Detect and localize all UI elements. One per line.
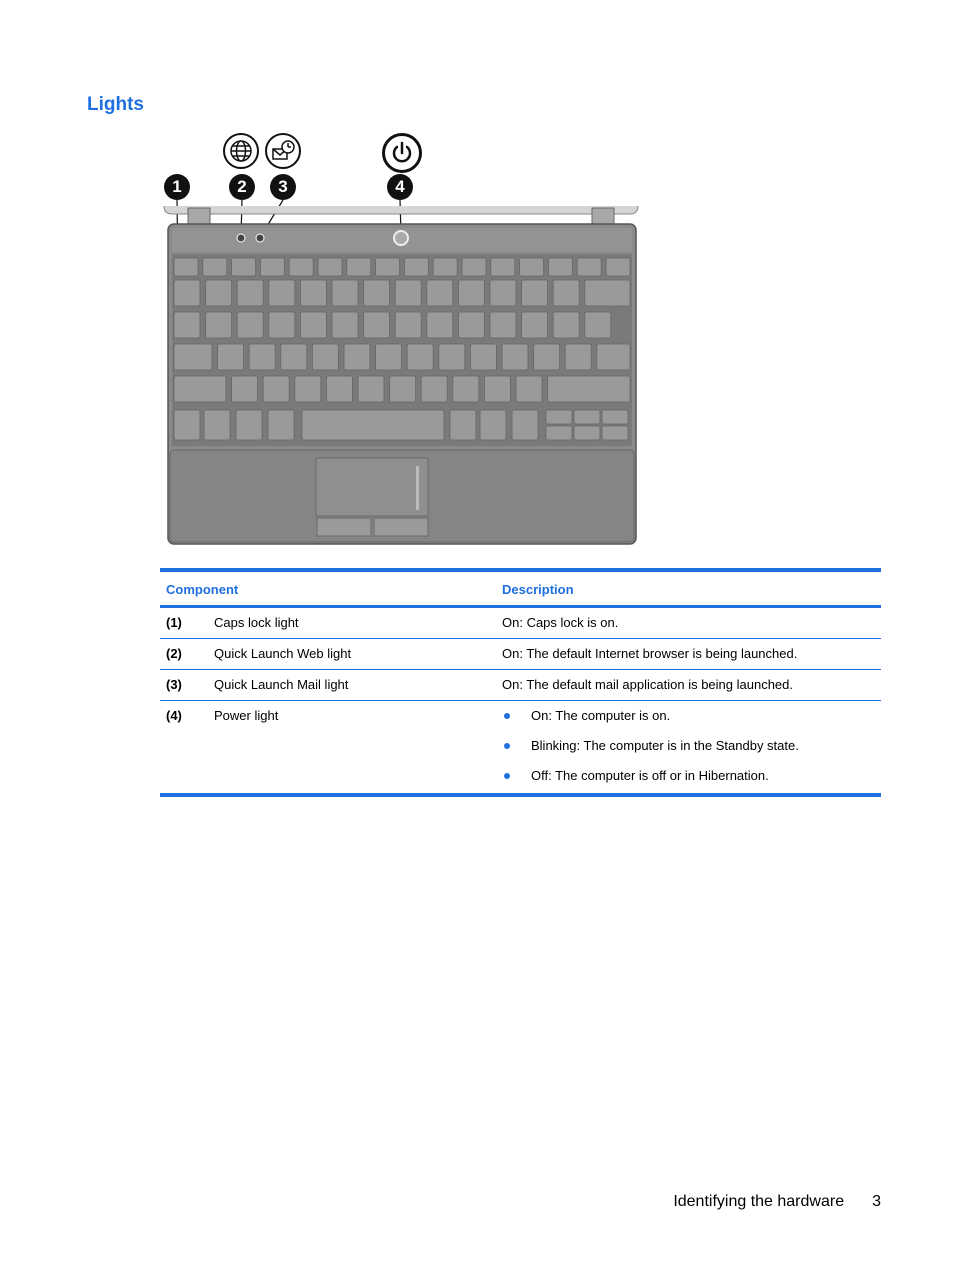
- keyboard-key: [174, 258, 198, 276]
- keyboard-key: [502, 344, 528, 370]
- keyboard-key: [577, 258, 601, 276]
- keyboard-key: [237, 312, 263, 338]
- keyboard-key: [512, 410, 538, 440]
- row-description: On: The default Internet browser is being launched.: [496, 639, 881, 670]
- keyboard-key: [553, 312, 579, 338]
- keyboard-key: [206, 312, 232, 338]
- callout-1: 1: [164, 174, 190, 200]
- bullet-item: On: The computer is on.: [502, 708, 875, 723]
- keyboard-key: [490, 312, 516, 338]
- keyboard-key: [480, 410, 506, 440]
- page-number: 3: [872, 1193, 881, 1210]
- section-heading: Lights: [87, 94, 144, 115]
- keyboard-key: [237, 280, 263, 306]
- keyboard-key: [344, 344, 370, 370]
- keyboard-key: [295, 376, 321, 402]
- keyboard-key: [597, 344, 630, 370]
- keyboard-key: [204, 410, 230, 440]
- keyboard-key: [546, 410, 572, 424]
- table-row: [160, 607, 881, 639]
- row-number: (4): [166, 708, 182, 723]
- row-description: On: Caps lock is on.: [496, 607, 881, 639]
- keyboard-key: [312, 344, 338, 370]
- keyboard-key: [332, 312, 358, 338]
- keyboard-key: [364, 280, 390, 306]
- keyboard-key: [548, 258, 572, 276]
- lights-table: [160, 568, 881, 797]
- keyboard-key: [318, 258, 342, 276]
- keyboard-key: [269, 312, 295, 338]
- keyboard-key: [522, 312, 548, 338]
- keyboard-key: [404, 258, 428, 276]
- bullet-list: [502, 708, 875, 783]
- row-number: (1): [160, 607, 208, 639]
- row-component: Quick Launch Mail light: [208, 670, 496, 701]
- keyboard-key: [546, 426, 572, 440]
- keyboard-key: [376, 344, 402, 370]
- laptop-drawing: [160, 128, 642, 552]
- keyboard-key: [585, 312, 611, 338]
- keyboard-key: [302, 410, 444, 440]
- keyboard-key: [565, 344, 591, 370]
- keyboard-key: [300, 312, 326, 338]
- keyboard-key: [453, 376, 479, 402]
- laptop-illustration: [160, 128, 642, 552]
- keyboard-key: [236, 410, 262, 440]
- callout-3: 3: [270, 174, 296, 200]
- row-component: Power light: [214, 708, 279, 723]
- keyboard-key: [174, 344, 212, 370]
- keyboard-key: [520, 258, 544, 276]
- keyboard-key: [289, 258, 313, 276]
- table-row: [160, 670, 881, 701]
- table-row: [160, 701, 881, 794]
- row-number: (3): [160, 670, 208, 701]
- keyboard-key: [263, 376, 289, 402]
- row-description: On: The default mail application is being launched.: [496, 670, 881, 701]
- keyboard-key: [395, 312, 421, 338]
- keyboard-key: [433, 258, 457, 276]
- keyboard-key: [421, 376, 447, 402]
- keyboard-key: [174, 280, 200, 306]
- keyboard-key: [203, 258, 227, 276]
- keyboard-key: [548, 376, 630, 402]
- keyboard-key: [174, 410, 200, 440]
- keyboard-key: [206, 280, 232, 306]
- bullet-item: Off: The computer is off or in Hibernation.: [502, 768, 875, 783]
- row-component: Quick Launch Web light: [208, 639, 496, 670]
- keyboard-key: [458, 312, 484, 338]
- row-number: (2): [160, 639, 208, 670]
- keyboard-key: [249, 344, 275, 370]
- keyboard-key: [522, 280, 548, 306]
- keyboard-key: [470, 344, 496, 370]
- keyboard-key: [174, 376, 226, 402]
- keyboard-key: [427, 312, 453, 338]
- keyboard-key: [602, 410, 628, 424]
- keyboard-key: [585, 280, 630, 306]
- keyboard-key: [326, 376, 352, 402]
- keyboard-key: [174, 312, 200, 338]
- keyboard-key: [364, 312, 390, 338]
- header-component: Component: [160, 572, 496, 607]
- keyboard-key: [602, 426, 628, 440]
- footer-title: Identifying the hardware: [673, 1193, 845, 1210]
- keyboard-key: [358, 376, 384, 402]
- row-description: [496, 701, 881, 794]
- table-bottom-rule: [160, 793, 881, 797]
- keyboard-key: [395, 280, 421, 306]
- keyboard-key: [516, 376, 542, 402]
- keyboard-key: [268, 410, 294, 440]
- keyboard-key: [347, 258, 371, 276]
- keyboard-key: [606, 258, 630, 276]
- keyboard-key: [232, 258, 256, 276]
- keyboard-key: [458, 280, 484, 306]
- keyboard-key: [218, 344, 244, 370]
- callout-4: 4: [387, 174, 413, 200]
- header-description: Description: [496, 572, 881, 607]
- bullet-item: Blinking: The computer is in the Standby state.: [502, 738, 875, 753]
- keyboard-key: [490, 280, 516, 306]
- keyboard-key: [450, 410, 476, 440]
- page-footer: [673, 1193, 881, 1211]
- row-component: Caps lock light: [208, 607, 496, 639]
- keyboard-key: [462, 258, 486, 276]
- callout-2: 2: [229, 174, 255, 200]
- keyboard-key: [553, 280, 579, 306]
- keyboard-key: [484, 376, 510, 402]
- keyboard-key: [439, 344, 465, 370]
- keyboard-key: [269, 280, 295, 306]
- keyboard-key: [300, 280, 326, 306]
- keyboard-key: [574, 426, 600, 440]
- keyboard-key: [491, 258, 515, 276]
- keyboard-key: [390, 376, 416, 402]
- keyboard-key: [332, 280, 358, 306]
- table-row: [160, 639, 881, 670]
- keyboard-key: [376, 258, 400, 276]
- keyboard-key: [427, 280, 453, 306]
- keyboard-key: [534, 344, 560, 370]
- keyboard-key: [574, 410, 600, 424]
- keyboard-key: [260, 258, 284, 276]
- keyboard-key: [232, 376, 258, 402]
- keyboard-key: [281, 344, 307, 370]
- keyboard-key: [407, 344, 433, 370]
